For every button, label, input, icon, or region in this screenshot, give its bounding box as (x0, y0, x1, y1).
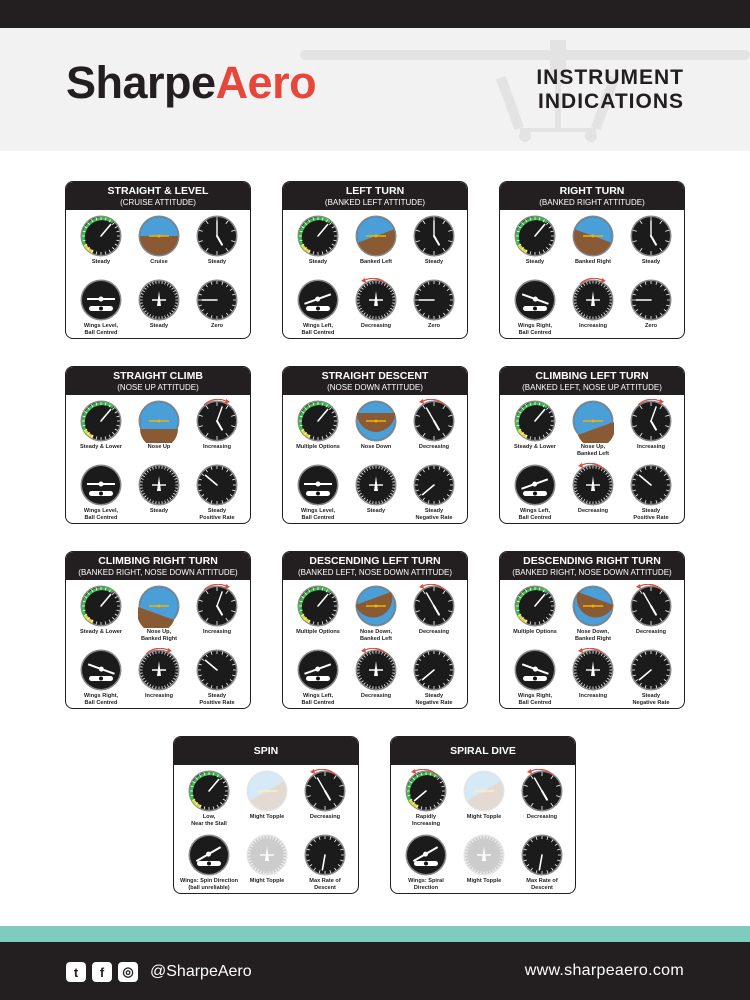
instrument-label: Wings Right, Ball Centred (517, 323, 553, 336)
instrument-cell (404, 214, 464, 266)
card-title: CLIMBING RIGHT TURN (98, 555, 218, 567)
instrument-cell (129, 278, 189, 330)
instrument-label: Steady Negative Rate (632, 693, 670, 706)
instrument-label: Steady Negative Rate (415, 693, 453, 706)
airspeed-indicator-icon (514, 399, 556, 443)
instrument-label: Nose Up, Banked Right (140, 629, 178, 642)
instrument-cell (404, 584, 464, 636)
instrument-cell (563, 648, 623, 700)
instrument-cell (563, 214, 623, 266)
card-header (66, 182, 250, 210)
social-links (66, 962, 252, 982)
altimeter-icon (413, 584, 455, 628)
card-subtitle: (NOSE DOWN ATTITUDE) (327, 383, 423, 392)
instrument-cell (129, 584, 189, 643)
heading-indicator-icon (138, 463, 180, 507)
social-handle[interactable]: @SharpeAero (150, 963, 252, 980)
vertical-speed-indicator-icon (304, 833, 346, 877)
vertical-speed-indicator-icon (630, 648, 672, 692)
card-subtitle: (BANKED RIGHT, NOSE DOWN ATTITUDE) (78, 568, 238, 577)
instrument-label: Steady (207, 259, 227, 265)
instrument-card (499, 366, 685, 524)
instrument-cell (288, 463, 348, 522)
vertical-speed-indicator-icon (630, 278, 672, 322)
instrument-card (282, 181, 468, 339)
instrument-cell (505, 584, 565, 636)
instrument-label: Cruise (150, 259, 168, 265)
instrument-cell (179, 769, 239, 828)
heading-indicator-icon (355, 648, 397, 692)
altimeter-icon (196, 584, 238, 628)
instrument-cell (288, 214, 348, 266)
instrument-cell (621, 399, 681, 451)
turn-coordinator-icon (514, 278, 556, 322)
instrument-cell (346, 648, 406, 700)
instrument-cell (129, 648, 189, 700)
card-subtitle: (BANKED RIGHT ATTITUDE) (539, 198, 645, 207)
instrument-cell (454, 833, 514, 885)
instrument-label: Nose Down, Banked Left (359, 629, 392, 642)
instrument-cell (71, 584, 131, 636)
instrument-card (499, 551, 685, 709)
instrument-label: Steady Positive Rate (199, 693, 235, 706)
instrument-cell (396, 769, 456, 828)
twitter-icon[interactable]: t (66, 962, 86, 982)
instrument-cell (71, 278, 131, 337)
instrument-label: Wings Left, Ball Centred (301, 693, 335, 706)
instrument-cell (563, 463, 623, 515)
airspeed-indicator-icon (188, 769, 230, 813)
instrument-cell (621, 584, 681, 636)
instrument-cell (71, 648, 131, 707)
instrument-label: Steady (641, 259, 661, 265)
instrument-label: Zero (427, 323, 441, 329)
attitude-indicator-icon (138, 214, 180, 258)
instrument-cell (288, 584, 348, 636)
instrument-card (499, 181, 685, 339)
instrument-cell (288, 648, 348, 707)
vertical-speed-indicator-icon (196, 463, 238, 507)
altimeter-icon (630, 584, 672, 628)
footer-accent-stripe (0, 926, 750, 942)
instrument-cell (129, 399, 189, 451)
facebook-icon[interactable]: f (92, 962, 112, 982)
turn-coordinator-icon (514, 648, 556, 692)
turn-coordinator-icon (297, 463, 339, 507)
attitude-indicator-icon (572, 584, 614, 628)
instrument-cell (563, 278, 623, 330)
turn-coordinator-icon (80, 648, 122, 692)
instrument-label: Increasing (203, 629, 231, 635)
airspeed-indicator-icon (297, 584, 339, 628)
card-header (500, 182, 684, 210)
card-title: RIGHT TURN (559, 185, 625, 197)
instrument-cell (512, 833, 572, 892)
instrument-card (65, 181, 251, 339)
instrument-card (65, 366, 251, 524)
instrument-label: Wings Left, Ball Centred (301, 323, 335, 336)
instrument-label: Increasing (579, 323, 607, 329)
turn-coordinator-icon (188, 833, 230, 877)
airspeed-indicator-icon (514, 584, 556, 628)
altimeter-icon (196, 399, 238, 443)
instrument-cell (288, 399, 348, 451)
altimeter-icon (413, 399, 455, 443)
instagram-icon[interactable]: ◎ (118, 962, 138, 982)
card-header (174, 737, 358, 765)
instrument-cell (187, 463, 247, 522)
instrument-cell (71, 214, 131, 266)
instrument-cell (404, 463, 464, 522)
instrument-cell (563, 399, 623, 458)
instrument-label: Max Rate of Descent (309, 878, 341, 891)
vertical-speed-indicator-icon (630, 463, 672, 507)
card-header (283, 182, 467, 210)
instrument-label: Might Topple (249, 878, 285, 884)
instrument-label: Decreasing (577, 508, 609, 514)
instrument-cell (563, 584, 623, 643)
instrument-cell (404, 278, 464, 330)
instrument-label: Nose Down, Banked Right (574, 629, 612, 642)
instrument-label: Wings: Spiral Direction (408, 878, 444, 891)
instrument-card (282, 551, 468, 709)
card-subtitle: (CRUISE ATTITUDE) (120, 198, 196, 207)
turn-coordinator-icon (297, 278, 339, 322)
attitude-indicator-icon (355, 399, 397, 443)
vertical-speed-indicator-icon (521, 833, 563, 877)
instrument-cell (404, 648, 464, 707)
card-title: STRAIGHT DESCENT (321, 370, 429, 382)
instrument-label: Decreasing (360, 693, 392, 699)
card-subtitle: (BANKED LEFT, NOSE DOWN ATTITUDE) (297, 568, 453, 577)
instrument-cell (288, 278, 348, 337)
instrument-label: Steady & Lower (80, 444, 122, 450)
attitude-indicator-icon (138, 584, 180, 628)
instrument-label: Steady Positive Rate (199, 508, 235, 521)
attitude-indicator-icon (572, 399, 614, 443)
instrument-label: Wings Level, Ball Centred (83, 323, 119, 336)
instrument-label: Steady (366, 508, 386, 514)
vertical-speed-indicator-icon (413, 463, 455, 507)
card-subtitle: (NOSE UP ATTITUDE) (117, 383, 199, 392)
website-link[interactable]: www.sharpeaero.com (524, 962, 684, 979)
instrument-cell (505, 214, 565, 266)
turn-coordinator-icon (297, 648, 339, 692)
airspeed-indicator-icon (405, 769, 447, 813)
instrument-label: Banked Left (359, 259, 392, 265)
instrument-label: Steady (149, 323, 169, 329)
attitude-indicator-icon (138, 399, 180, 443)
instrument-cell (346, 463, 406, 515)
attitude-indicator-icon (572, 214, 614, 258)
instrument-label: Wings Left, Ball Centred (518, 508, 552, 521)
instrument-label: Multiple Options (513, 629, 557, 635)
instrument-label: Steady Negative Rate (415, 508, 453, 521)
instrument-cell (129, 214, 189, 266)
page-title-line1: INSTRUMENT (536, 66, 684, 89)
airspeed-indicator-icon (80, 399, 122, 443)
instrument-label: Decreasing (360, 323, 392, 329)
instrument-cell (71, 399, 131, 451)
instrument-label: Increasing (579, 693, 607, 699)
instrument-label: Steady (424, 259, 444, 265)
attitude-indicator-icon (355, 214, 397, 258)
instrument-cell (346, 278, 406, 330)
instrument-label: Low, Near the Stall (191, 814, 227, 827)
card-title: LEFT TURN (345, 185, 405, 197)
instrument-card (173, 736, 359, 894)
vertical-speed-indicator-icon (413, 278, 455, 322)
card-title: SPIRAL DIVE (450, 745, 516, 757)
card-subtitle: (BANKED LEFT, NOSE UP ATTITUDE) (522, 383, 662, 392)
instrument-label: Increasing (145, 693, 173, 699)
instrument-cell (237, 833, 297, 885)
top-bar (0, 0, 750, 28)
heading-indicator-icon (572, 278, 614, 322)
vertical-speed-indicator-icon (196, 278, 238, 322)
instrument-label: Multiple Options (296, 444, 340, 450)
altimeter-icon (630, 399, 672, 443)
instrument-cell (187, 584, 247, 636)
attitude-indicator-icon (355, 584, 397, 628)
heading-indicator-icon (246, 833, 288, 877)
heading-indicator-icon (572, 648, 614, 692)
altimeter-icon (196, 214, 238, 258)
instrument-label: Wings Right, Ball Centred (517, 693, 553, 706)
card-title: STRAIGHT CLIMB (113, 370, 203, 382)
instrument-cell (346, 214, 406, 266)
instrument-cell (179, 833, 239, 892)
instrument-cell (129, 463, 189, 515)
instrument-label: Zero (210, 323, 224, 329)
instrument-label: Banked Right (574, 259, 612, 265)
instrument-cell (404, 399, 464, 451)
instrument-label: Steady (149, 508, 169, 514)
instrument-label: Wings: Spin Direction (ball unreliable) (179, 878, 239, 891)
instrument-cell (346, 584, 406, 643)
instrument-cell (295, 769, 355, 821)
card-header (283, 367, 467, 395)
instrument-label: Might Topple (466, 878, 502, 884)
page-title (536, 66, 684, 114)
altimeter-icon (413, 214, 455, 258)
instrument-label: Steady (525, 259, 545, 265)
card-header (66, 367, 250, 395)
instrument-label: Nose Up, Banked Left (576, 444, 609, 457)
heading-indicator-icon (572, 463, 614, 507)
instrument-label: Decreasing (418, 629, 450, 635)
turn-coordinator-icon (405, 833, 447, 877)
heading-indicator-icon (138, 648, 180, 692)
instrument-label: Steady (91, 259, 111, 265)
sharpeaero-logo: SharpeAero (66, 57, 317, 108)
instrument-cell (621, 648, 681, 707)
heading-indicator-icon (463, 833, 505, 877)
card-subtitle: (BANKED RIGHT, NOSE DOWN ATTITUDE) (512, 568, 672, 577)
instrument-label: Might Topple (466, 814, 502, 820)
attitude-indicator-icon (463, 769, 505, 813)
instrument-label: Steady (308, 259, 328, 265)
vertical-speed-indicator-icon (196, 648, 238, 692)
instrument-card (282, 366, 468, 524)
vertical-speed-indicator-icon (413, 648, 455, 692)
card-title: STRAIGHT & LEVEL (107, 185, 209, 197)
instrument-label: Wings Right, Ball Centred (83, 693, 119, 706)
instrument-label: Rapidly Increasing (412, 814, 440, 827)
airspeed-indicator-icon (297, 399, 339, 443)
instrument-cell (505, 648, 565, 707)
instrument-cell (187, 214, 247, 266)
instrument-label: Might Topple (249, 814, 285, 820)
card-title: CLIMBING LEFT TURN (535, 370, 649, 382)
instrument-cell (187, 648, 247, 707)
instrument-label: Decreasing (418, 444, 450, 450)
instrument-label: Wings Level, Ball Centred (83, 508, 119, 521)
altimeter-icon (304, 769, 346, 813)
airspeed-indicator-icon (514, 214, 556, 258)
heading-indicator-icon (355, 463, 397, 507)
instrument-label: Zero (644, 323, 658, 329)
instrument-cell (71, 463, 131, 522)
instrument-cell (505, 399, 565, 451)
turn-coordinator-icon (80, 278, 122, 322)
card-header (500, 367, 684, 395)
instrument-cell (621, 214, 681, 266)
card-header (500, 552, 684, 580)
card-header (391, 737, 575, 765)
instrument-label: Decreasing (635, 629, 667, 635)
instrument-label: Max Rate of Descent (526, 878, 558, 891)
page-title-line2: INDICATIONS (538, 90, 684, 113)
instrument-cell (187, 278, 247, 330)
airspeed-indicator-icon (80, 584, 122, 628)
instrument-cell (505, 463, 565, 522)
instrument-label: Steady Positive Rate (633, 508, 669, 521)
instrument-label: Nose Up (147, 444, 171, 450)
heading-indicator-icon (355, 278, 397, 322)
instrument-cell (295, 833, 355, 892)
turn-coordinator-icon (514, 463, 556, 507)
turn-coordinator-icon (80, 463, 122, 507)
instrument-cell (346, 399, 406, 451)
airspeed-indicator-icon (80, 214, 122, 258)
instrument-cell (621, 463, 681, 522)
card-title: DESCENDING RIGHT TURN (523, 555, 661, 567)
instrument-label: Steady & Lower (514, 444, 556, 450)
instrument-cell (505, 278, 565, 337)
instrument-cell (237, 769, 297, 821)
instrument-label: Increasing (203, 444, 231, 450)
instrument-label: Nose Down (360, 444, 392, 450)
altimeter-icon (521, 769, 563, 813)
card-header (66, 552, 250, 580)
instrument-cell (396, 833, 456, 892)
instrument-label: Decreasing (526, 814, 558, 820)
instrument-label: Increasing (637, 444, 665, 450)
instrument-label: Decreasing (309, 814, 341, 820)
card-header (283, 552, 467, 580)
instrument-cell (621, 278, 681, 330)
instrument-card (390, 736, 576, 894)
attitude-indicator-icon (246, 769, 288, 813)
card-title: DESCENDING LEFT TURN (309, 555, 441, 567)
instrument-label: Steady & Lower (80, 629, 122, 635)
card-title: SPIN (253, 745, 279, 757)
instrument-card (65, 551, 251, 709)
altimeter-icon (630, 214, 672, 258)
instrument-label: Multiple Options (296, 629, 340, 635)
instrument-cell (454, 769, 514, 821)
instrument-cell (512, 769, 572, 821)
card-subtitle: (BANKED LEFT ATTITUDE) (324, 198, 426, 207)
airspeed-indicator-icon (297, 214, 339, 258)
instrument-label: Wings Level, Ball Centred (300, 508, 336, 521)
heading-indicator-icon (138, 278, 180, 322)
instrument-cell (187, 399, 247, 451)
